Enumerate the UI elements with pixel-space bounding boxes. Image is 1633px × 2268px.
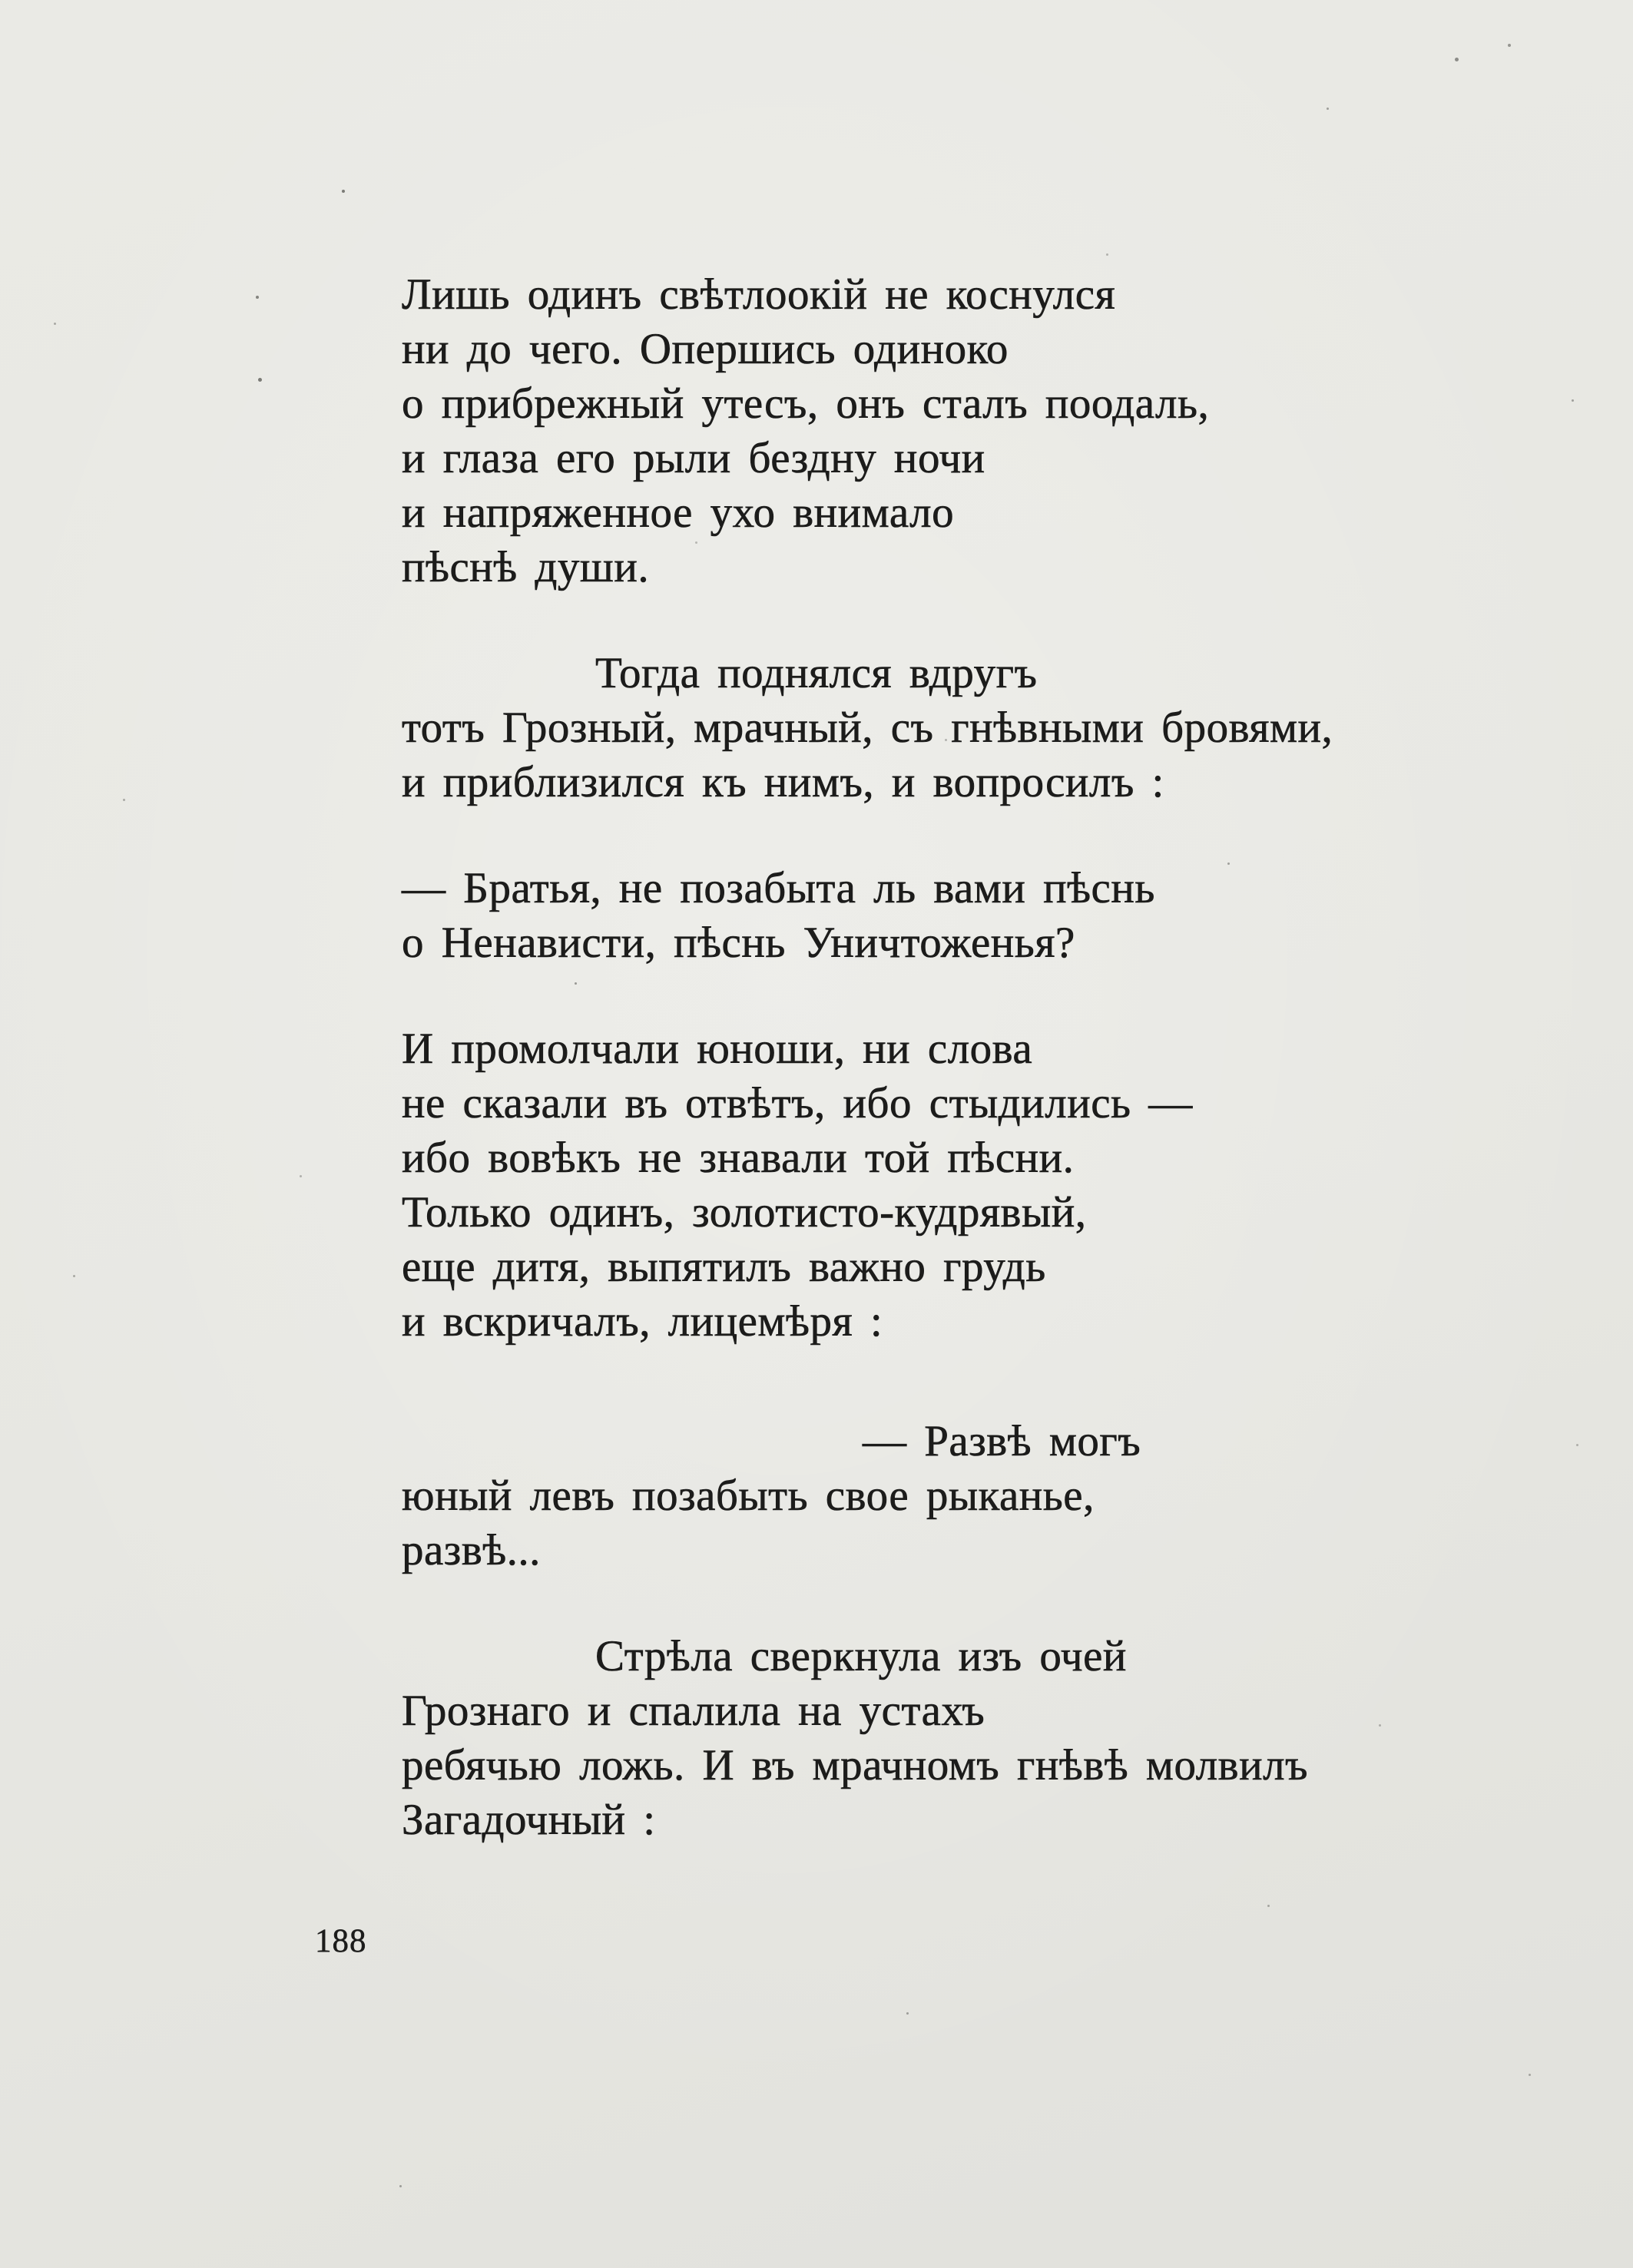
paper-speck (1529, 2074, 1531, 2076)
page-number: 188 (315, 1923, 367, 1959)
poem-line: И промолчали юноши, ни слова (402, 1025, 1033, 1073)
poem-line: Стрѣла сверкнула изъ очей (595, 1632, 1127, 1680)
poem-line: пѣснѣ души. (402, 543, 650, 591)
paper-speck (300, 1175, 302, 1177)
paper-speck (1576, 1444, 1578, 1446)
poem-line: — Братья, не позабыта ль вами пѣснь (402, 864, 1155, 912)
poem-line: Лишь одинъ свѣтлоокій не коснулся (402, 270, 1116, 319)
stanza (402, 1021, 1439, 1349)
paper-speck (1455, 58, 1459, 61)
stanza (402, 1414, 1439, 1578)
poem-line: о прибрежный утесъ, онъ сталъ поодаль, (402, 379, 1210, 428)
paper-speck (73, 1275, 75, 1277)
poem-line: ребячью ложь. И въ мрачномъ гнѣвѣ молвилъ (402, 1741, 1309, 1790)
poem-line: Тогда поднялся вдругъ (595, 649, 1038, 697)
stanza (402, 267, 1439, 594)
poem-line: не сказали въ отвѣтъ, ибо стыдились — (402, 1079, 1193, 1127)
poem-line: и приблизился къ нимъ, и вопросилъ : (402, 758, 1164, 806)
poem-line: и вскричалъ, лицемѣря : (402, 1297, 883, 1346)
poem-line: — Развѣ могъ (863, 1417, 1141, 1465)
paper-speck (1327, 108, 1329, 110)
paper-speck (906, 2012, 909, 2015)
stanza (402, 1629, 1439, 1847)
stanza (402, 646, 1439, 810)
paper-speck (54, 323, 56, 325)
poem-line: о Ненависти, пѣснь Уничтоженья? (402, 919, 1075, 967)
paper-speck (342, 190, 345, 193)
poem-line: тотъ Грозный, мрачный, съ гнѣвными бровями, (402, 704, 1333, 752)
paper-speck (256, 296, 259, 299)
paper-speck (399, 2185, 402, 2187)
poem-line: и напряженное ухо внимало (402, 488, 955, 537)
poem-line: юный левъ позабыть свое рыканье, (402, 1472, 1095, 1520)
stanza (402, 861, 1439, 970)
poem-line: Загадочный : (402, 1796, 656, 1844)
paper-speck (1267, 1905, 1270, 1907)
paper-speck (123, 799, 125, 801)
paper-speck (1572, 399, 1574, 402)
paper-speck (258, 378, 262, 382)
poem-line: и глаза его рыли бездну ночи (402, 434, 985, 482)
poem-line: ибо вовѣкъ не знавали той пѣсни. (402, 1134, 1075, 1182)
poem-line: развѣ... (402, 1526, 541, 1574)
poem-line: Только одинъ, золотисто-кудрявый, (402, 1188, 1087, 1237)
paper-speck (1508, 44, 1511, 47)
poem-line: Грознаго и спалила на устахъ (402, 1687, 985, 1735)
poem-line: ни до чего. Опершись одиноко (402, 325, 1009, 373)
poem-line: еще дитя, выпятилъ важно грудь (402, 1243, 1046, 1291)
paper-speck (1106, 253, 1108, 256)
poem-text (402, 267, 1439, 1847)
